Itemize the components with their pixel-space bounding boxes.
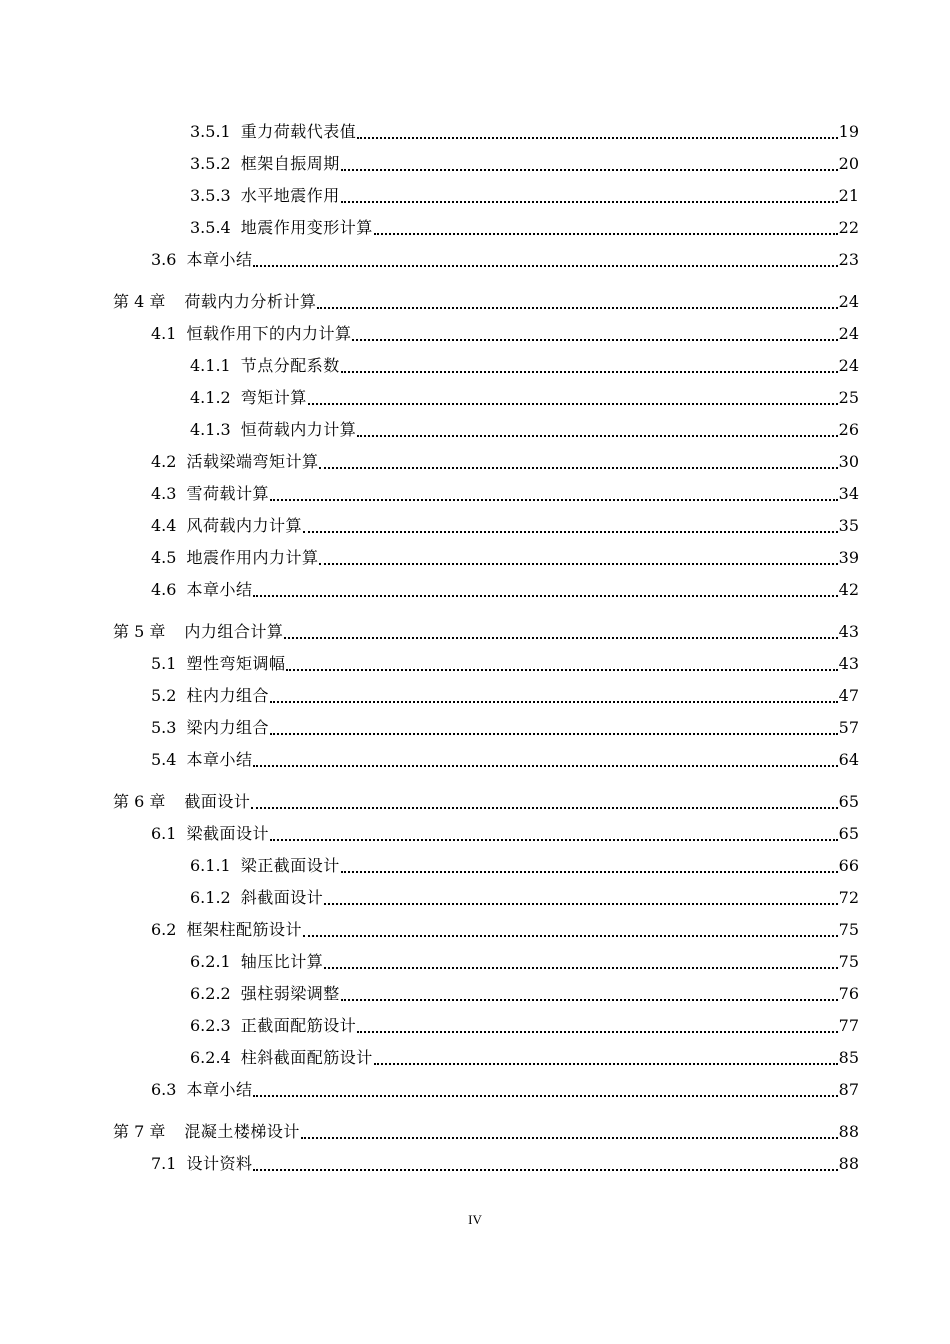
toc-entry-page: 65 bbox=[838, 792, 859, 811]
toc-entry-title: 梁正截面设计 bbox=[240, 856, 340, 875]
toc-entry-page: 47 bbox=[838, 686, 859, 705]
toc-entry-title: 斜截面设计 bbox=[240, 888, 324, 907]
toc-dot-leader bbox=[270, 732, 838, 735]
toc-entry[interactable] bbox=[0, 946, 950, 978]
toc-dot-leader bbox=[341, 870, 838, 873]
toc-entry-title: 框架自振周期 bbox=[240, 154, 340, 173]
toc-dot-leader bbox=[341, 168, 838, 171]
toc-entry-number: 6.2.4 bbox=[190, 1048, 231, 1067]
toc-entry-number: 第 6 章 bbox=[113, 792, 166, 811]
toc-entry-title: 节点分配系数 bbox=[240, 356, 340, 375]
toc-entry-page: 88 bbox=[838, 1122, 859, 1141]
toc-entry-number: 4.1.1 bbox=[190, 356, 231, 375]
toc-entry-page: 22 bbox=[838, 218, 859, 237]
toc-entry-number: 6.2.3 bbox=[190, 1016, 231, 1035]
toc-entry-title: 雪荷载计算 bbox=[186, 484, 269, 503]
toc-entry-title: 本章小结 bbox=[186, 580, 253, 599]
toc-entry[interactable] bbox=[0, 1042, 950, 1074]
toc-entry-number: 6.1.2 bbox=[190, 888, 231, 907]
toc-entry-page: 24 bbox=[838, 324, 859, 343]
toc-entry-title: 恒载作用下的内力计算 bbox=[186, 324, 352, 343]
toc-entry[interactable] bbox=[0, 712, 950, 744]
toc-entry[interactable] bbox=[0, 818, 950, 850]
toc-dot-leader bbox=[308, 402, 838, 405]
toc-entry-page: 43 bbox=[838, 622, 859, 641]
toc-entry-page: 35 bbox=[838, 516, 859, 535]
page-number: IV bbox=[468, 1212, 482, 1227]
toc-entry-title: 地震作用变形计算 bbox=[240, 218, 373, 237]
toc-dot-leader bbox=[303, 934, 838, 937]
toc-entry-number: 5.4 bbox=[151, 750, 177, 769]
toc-dot-leader bbox=[374, 1062, 838, 1065]
toc-entry-number: 4.3 bbox=[151, 484, 177, 503]
toc-entry[interactable] bbox=[0, 510, 950, 542]
toc-entry-page: 64 bbox=[838, 750, 859, 769]
toc-entry-number: 4.4 bbox=[151, 516, 177, 535]
toc-entry-page: 42 bbox=[838, 580, 859, 599]
toc-entry-title: 本章小结 bbox=[186, 750, 253, 769]
toc-entry[interactable] bbox=[0, 286, 950, 318]
toc-entry-number: 3.5.3 bbox=[190, 186, 231, 205]
toc-entry-page: 26 bbox=[838, 420, 859, 439]
toc-entry-page: 77 bbox=[838, 1016, 859, 1035]
toc-entry-title: 弯矩计算 bbox=[240, 388, 307, 407]
toc-entry[interactable] bbox=[0, 1074, 950, 1106]
toc-entry[interactable] bbox=[0, 882, 950, 914]
toc-entry-title: 塑性弯矩调幅 bbox=[186, 654, 286, 673]
toc-dot-leader bbox=[341, 370, 838, 373]
toc-entry-page: 75 bbox=[838, 920, 859, 939]
toc-entry[interactable] bbox=[0, 414, 950, 446]
toc-entry-number: 6.1.1 bbox=[190, 856, 231, 875]
toc-entry[interactable] bbox=[0, 648, 950, 680]
toc-dot-leader bbox=[352, 338, 837, 341]
toc-dot-leader bbox=[253, 1094, 837, 1097]
toc-entry-number: 3.5.4 bbox=[190, 218, 231, 237]
toc-entry-number: 6.2.1 bbox=[190, 952, 231, 971]
toc-entry-page: 21 bbox=[838, 186, 859, 205]
toc-dot-leader bbox=[270, 700, 838, 703]
toc-entry-title: 柱内力组合 bbox=[186, 686, 269, 705]
toc-entry[interactable] bbox=[0, 382, 950, 414]
toc-entry-number: 第 4 章 bbox=[113, 292, 166, 311]
toc-entry-page: 34 bbox=[838, 484, 859, 503]
toc-entry-number: 4.1 bbox=[151, 324, 177, 343]
toc-entry-page: 87 bbox=[838, 1080, 859, 1099]
toc-entry-title: 截面设计 bbox=[184, 792, 251, 811]
toc-dot-leader bbox=[286, 668, 837, 671]
toc-entry[interactable] bbox=[0, 148, 950, 180]
toc-entry[interactable] bbox=[0, 350, 950, 382]
toc-entry-number: 7.1 bbox=[151, 1154, 177, 1173]
toc-entry[interactable] bbox=[0, 180, 950, 212]
toc-entry-page: 39 bbox=[838, 548, 859, 567]
toc-dot-leader bbox=[317, 306, 837, 309]
toc-entry[interactable] bbox=[0, 478, 950, 510]
toc-entry-title: 设计资料 bbox=[186, 1154, 253, 1173]
toc-entry[interactable] bbox=[0, 744, 950, 776]
toc-entry[interactable] bbox=[0, 616, 950, 648]
toc-dot-leader bbox=[319, 562, 837, 565]
toc-dot-leader bbox=[301, 1136, 838, 1139]
toc-entry-title: 正截面配筋设计 bbox=[240, 1016, 357, 1035]
toc-entry-title: 混凝土楼梯设计 bbox=[184, 1122, 300, 1141]
toc-dot-leader bbox=[319, 466, 837, 469]
toc-entry-number: 5.3 bbox=[151, 718, 177, 737]
toc-entry-page: 75 bbox=[838, 952, 859, 971]
toc-entry-title: 轴压比计算 bbox=[240, 952, 324, 971]
toc-entry-title: 本章小结 bbox=[186, 250, 253, 269]
toc-entry[interactable] bbox=[0, 318, 950, 350]
toc-entry-page: 57 bbox=[838, 718, 859, 737]
toc-entry-number: 4.1.3 bbox=[190, 420, 231, 439]
toc-entry-title: 活载梁端弯矩计算 bbox=[186, 452, 319, 471]
toc-entry-page: 25 bbox=[838, 388, 859, 407]
toc-entry-title: 恒荷载内力计算 bbox=[240, 420, 357, 439]
toc-entry-title: 地震作用内力计算 bbox=[186, 548, 319, 567]
toc-entry-page: 88 bbox=[838, 1154, 859, 1173]
toc-entry-page: 65 bbox=[838, 824, 859, 843]
toc-entry-number: 4.5 bbox=[151, 548, 177, 567]
toc-entry-page: 43 bbox=[838, 654, 859, 673]
toc-dot-leader bbox=[357, 136, 837, 139]
toc-entry[interactable] bbox=[0, 116, 950, 148]
toc-dot-leader bbox=[253, 1168, 837, 1171]
toc-entry-title: 内力组合计算 bbox=[184, 622, 284, 641]
toc-dot-leader bbox=[303, 530, 838, 533]
toc-entry[interactable] bbox=[0, 574, 950, 606]
toc-entry-number: 3.5.2 bbox=[190, 154, 231, 173]
toc-entry-page: 19 bbox=[838, 122, 859, 141]
toc-entry-title: 强柱弱梁调整 bbox=[240, 984, 340, 1003]
toc-entry-number: 4.1.2 bbox=[190, 388, 231, 407]
toc-dot-leader bbox=[357, 1030, 837, 1033]
toc-entry-number: 3.5.1 bbox=[190, 122, 231, 141]
toc-entry-number: 6.2.2 bbox=[190, 984, 231, 1003]
toc-entry[interactable] bbox=[0, 1116, 950, 1148]
toc-entry-title: 水平地震作用 bbox=[240, 186, 340, 205]
toc-entry[interactable] bbox=[0, 914, 950, 946]
toc-dot-leader bbox=[374, 232, 838, 235]
toc-entry-number: 6.1 bbox=[151, 824, 177, 843]
toc-entry[interactable] bbox=[0, 244, 950, 276]
toc-entry-page: 72 bbox=[838, 888, 859, 907]
toc-entry-number: 5.1 bbox=[151, 654, 177, 673]
toc-entry-number: 第 7 章 bbox=[113, 1122, 166, 1141]
toc-dot-leader bbox=[253, 594, 837, 597]
toc-entry-number: 第 5 章 bbox=[113, 622, 166, 641]
toc-entry-number: 4.6 bbox=[151, 580, 177, 599]
toc-dot-leader bbox=[284, 636, 837, 639]
toc-dot-leader bbox=[270, 498, 838, 501]
toc-entry-number: 5.2 bbox=[151, 686, 177, 705]
toc-dot-leader bbox=[253, 764, 837, 767]
toc-entry-number: 3.6 bbox=[151, 250, 177, 269]
toc-entry-title: 本章小结 bbox=[186, 1080, 253, 1099]
toc-dot-leader bbox=[341, 200, 838, 203]
toc-entry-title: 梁内力组合 bbox=[186, 718, 269, 737]
toc-dot-leader bbox=[341, 998, 838, 1001]
toc-entry-title: 框架柱配筋设计 bbox=[186, 920, 302, 939]
toc-entry-page: 76 bbox=[838, 984, 859, 1003]
toc-dot-leader bbox=[251, 806, 837, 809]
toc-entry[interactable] bbox=[0, 212, 950, 244]
toc-entry-page: 23 bbox=[838, 250, 859, 269]
toc-entry[interactable] bbox=[0, 446, 950, 478]
toc-entry-page: 20 bbox=[838, 154, 859, 173]
toc-entry[interactable] bbox=[0, 1148, 950, 1180]
toc-entry-title: 风荷载内力计算 bbox=[186, 516, 302, 535]
toc-entry-page: 66 bbox=[838, 856, 859, 875]
toc-entry[interactable] bbox=[0, 786, 950, 818]
toc-entry-page: 85 bbox=[838, 1048, 859, 1067]
toc-entry-title: 柱斜截面配筋设计 bbox=[240, 1048, 373, 1067]
toc-dot-leader bbox=[253, 264, 837, 267]
toc-entry-title: 梁截面设计 bbox=[186, 824, 269, 843]
toc-entry[interactable] bbox=[0, 680, 950, 712]
toc-entry-number: 6.3 bbox=[151, 1080, 177, 1099]
toc-entry-title: 荷载内力分析计算 bbox=[184, 292, 317, 311]
toc-dot-leader bbox=[324, 902, 837, 905]
toc-entry-title: 重力荷载代表值 bbox=[240, 122, 357, 141]
toc-entry-page: 30 bbox=[838, 452, 859, 471]
toc-dot-leader bbox=[357, 434, 837, 437]
toc-entry[interactable] bbox=[0, 1010, 950, 1042]
toc-entry-number: 4.2 bbox=[151, 452, 177, 471]
toc-dot-leader bbox=[270, 838, 838, 841]
toc-entry-page: 24 bbox=[838, 356, 859, 375]
toc-entry[interactable] bbox=[0, 850, 950, 882]
table-of-contents bbox=[0, 116, 950, 1180]
toc-entry[interactable] bbox=[0, 978, 950, 1010]
toc-entry[interactable] bbox=[0, 542, 950, 574]
toc-dot-leader bbox=[324, 966, 837, 969]
toc-entry-number: 6.2 bbox=[151, 920, 177, 939]
toc-entry-page: 24 bbox=[838, 292, 859, 311]
